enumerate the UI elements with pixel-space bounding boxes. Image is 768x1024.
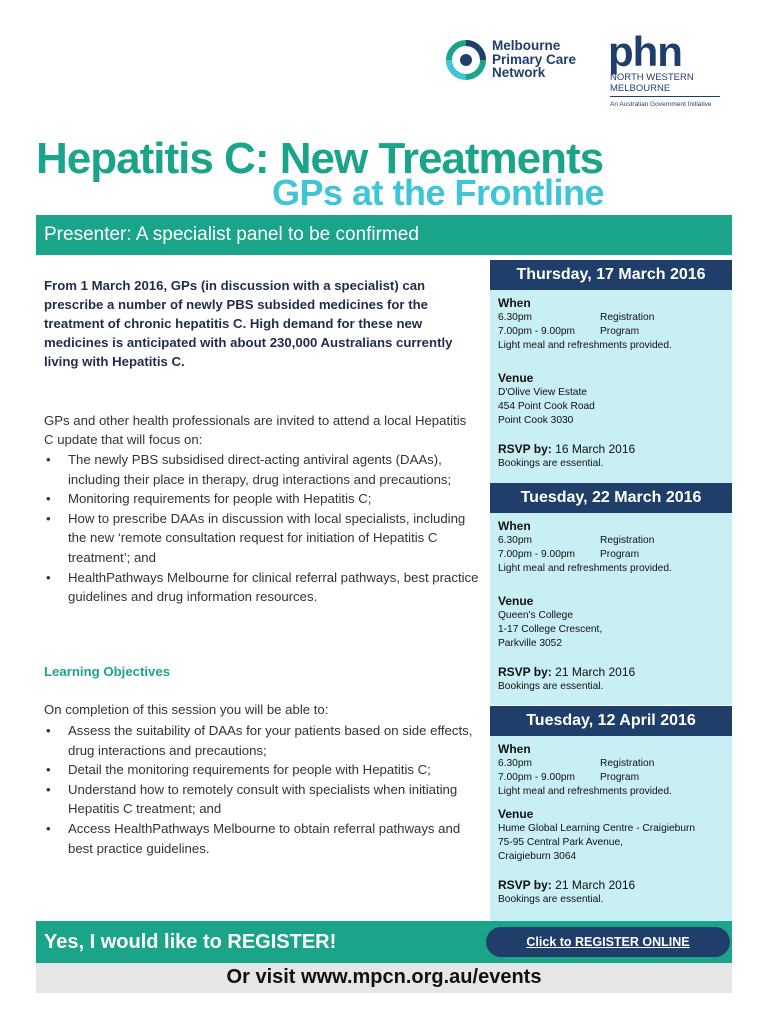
invite-paragraph: GPs and other health professionals are invited to attend a local Hepatitis C update that will focus on: (44, 413, 467, 447)
presenter-bar (36, 215, 732, 255)
meal-note: Light meal and refreshments provided. (498, 786, 672, 797)
visit-link[interactable]: Or visit www.mpcn.org.au/events (226, 966, 542, 988)
schedule-row: 6.30pm Registration (498, 535, 655, 546)
venue-label: Venue (498, 371, 534, 385)
phn-region: NORTH WESTERN MELBOURNE (610, 72, 694, 94)
phn-tagline: An Australian Government Initiative (610, 101, 712, 108)
session-3-date: Tuesday, 12 April 2016 (490, 706, 732, 736)
bookings-note: Bookings are essential. (498, 458, 604, 469)
venue-label: Venue (498, 594, 534, 608)
page-title: Hepatitis C: New Treatments (36, 134, 604, 183)
learning-objectives-intro: On completion of this session you will be able to: (44, 702, 329, 717)
venue-label: Venue (498, 807, 534, 821)
list-item: • The newly PBS subsidised direct-acting antiviral agents (DAAs), including their place in therapy, drug interactions and precautions; (44, 450, 480, 489)
bookings-note: Bookings are essential. (498, 681, 604, 692)
presenter-text: Presenter: A specialist panel to be confirmed (44, 224, 419, 245)
list-item: • Understand how to remotely consult with specialists when initiating Hepatitis C treatment; and (44, 780, 480, 819)
session-1-details (490, 290, 732, 483)
mpcn-logo-text: Melbourne Primary Care Network (492, 38, 577, 80)
rsvp-line: RSVP by: 16 March 2016 (498, 442, 636, 456)
list-item: • How to prescribe DAAs in discussion with local specialists, including the new ‘remote consultation request for initiation of Hepatitis C treatment’; and (44, 509, 480, 568)
venue-line: Point Cook 3030 (498, 415, 574, 426)
venue-line: Hume Global Learning Centre - Craigieburn (498, 823, 696, 834)
register-bar (36, 921, 732, 963)
list-item: • Monitoring requirements for people with Hepatitis C; (44, 489, 480, 509)
phn-logo-mark: phn (608, 28, 682, 75)
when-label: When (498, 519, 531, 533)
when-label: When (498, 742, 531, 756)
learning-objectives-heading: Learning Objectives (44, 664, 171, 679)
session-1-date: Thursday, 17 March 2016 (490, 260, 732, 290)
page-subtitle: GPs at the Frontline (272, 172, 605, 213)
session-3-details (490, 736, 732, 921)
venue-line: Queen's College (498, 610, 574, 621)
venue-line: 454 Point Cook Road (498, 401, 595, 412)
venue-line: 1-17 College Crescent, (498, 624, 603, 635)
rsvp-line: RSVP by: 21 March 2016 (498, 878, 636, 892)
venue-line: Craigieburn 3064 (498, 851, 577, 862)
venue-line: 75-95 Central Park Avenue, (498, 837, 623, 848)
when-label: When (498, 296, 531, 310)
list-item: • Access HealthPathways Melbourne to obtain referral pathways and best practice guidelines. (44, 819, 480, 858)
meal-note: Light meal and refreshments provided. (498, 563, 672, 574)
rsvp-line: RSVP by: 21 March 2016 (498, 665, 636, 679)
topics-list (44, 450, 480, 607)
intro-paragraph: From 1 March 2016, GPs (in discussion with a specialist) can prescribe a number of newly PBS subsided medicines for the treatment of chronic hepatitis C. High demand for these new medicines is anticipated with about 230,000 Australians currently living with Hepatitis C. (44, 278, 453, 369)
mpcn-logo (446, 38, 596, 88)
venue-line: D'Olive View Estate (498, 387, 587, 398)
venue-line: Parkville 3052 (498, 638, 562, 649)
schedule-row: 7.00pm - 9.00pm Program (498, 772, 640, 783)
meal-note: Light meal and refreshments provided. (498, 340, 672, 351)
list-item: • HealthPathways Melbourne for clinical referral pathways, best practice guidelines and drug information resources. (44, 568, 480, 607)
visit-bar (36, 963, 732, 993)
schedule-row: 7.00pm - 9.00pm Program (498, 549, 640, 560)
register-text: Yes, I would like to REGISTER! (44, 931, 337, 953)
schedule-row: 6.30pm Registration (498, 312, 655, 323)
session-2-date: Tuesday, 22 March 2016 (490, 483, 732, 513)
schedule-row: 6.30pm Registration (498, 758, 655, 769)
session-2-details (490, 513, 732, 705)
list-item: • Detail the monitoring requirements for people with Hepatitis C; (44, 760, 480, 780)
phn-logo (608, 28, 733, 114)
schedule-row: 7.00pm - 9.00pm Program (498, 326, 640, 337)
mpcn-swirl-icon (446, 38, 486, 82)
phn-divider (610, 96, 720, 97)
list-item: • Assess the suitability of DAAs for your patients based on side effects, drug interactions and precautions; (44, 721, 480, 760)
bookings-note: Bookings are essential. (498, 894, 604, 905)
objectives-list (44, 721, 480, 858)
register-online-button[interactable]: Click to REGISTER ONLINE (486, 927, 730, 957)
